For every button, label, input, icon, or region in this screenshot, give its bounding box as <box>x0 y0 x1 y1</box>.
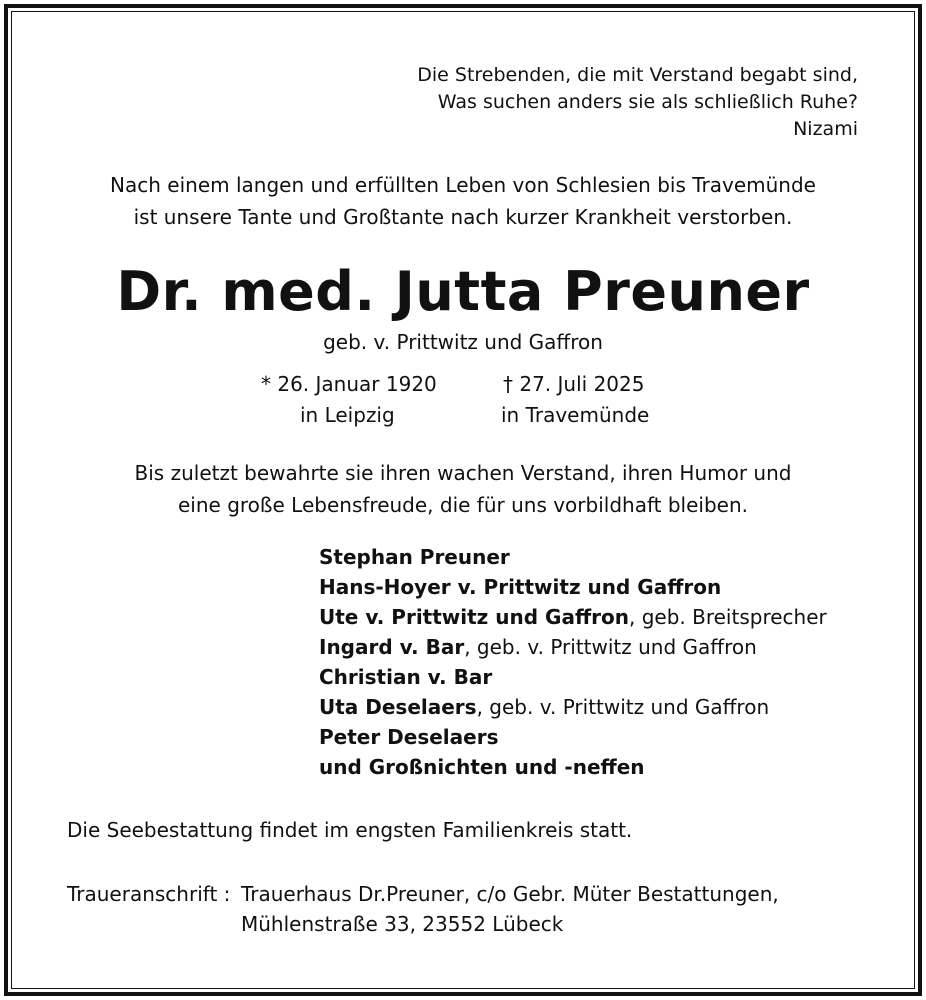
mourner-3 <box>319 602 827 632</box>
funeral-note: Die Seebestattung findet im engsten Familienkreis statt. <box>67 818 633 842</box>
mourner-2 <box>319 572 721 602</box>
mourner-6 <box>319 692 769 722</box>
mourner-name: Uta Deselaers <box>319 695 477 719</box>
mourner-suffix: , geb. v. Prittwitz und Gaffron <box>464 635 757 659</box>
died-place: in Travemünde <box>501 403 650 427</box>
intro-line-1: Nach einem langen und erfüllten Leben von Schlesien bis Travemünde <box>110 173 816 197</box>
address-line-2: Mühlenstraße 33, 23552 Lübeck <box>241 912 564 936</box>
died-date: † 27. Juli 2025 <box>503 372 645 396</box>
deceased-name: Dr. med. Jutta Preuner <box>116 260 810 323</box>
birth-name: geb. v. Prittwitz und Gaffron <box>323 330 603 354</box>
mourner-suffix: , geb. Breitsprecher <box>629 605 827 629</box>
born-place: in Leipzig <box>300 403 395 427</box>
mourner-name: Hans-Hoyer v. Prittwitz und Gaffron <box>319 575 722 599</box>
mourner-1 <box>319 542 510 572</box>
address-line-1: Trauerhaus Dr.Preuner, c/o Gebr. Müter Bestattungen, <box>241 882 779 906</box>
mourner-name: Stephan Preuner <box>319 545 510 569</box>
tribute-line-2: eine große Lebensfreude, die für uns vorbildhaft bleiben. <box>178 493 748 517</box>
quote-line-1: Die Strebenden, die mit Verstand begabt sind, <box>417 64 858 86</box>
mourner-4 <box>319 632 757 662</box>
tribute-line-1: Bis zuletzt bewahrte sie ihren wachen Verstand, ihren Humor und <box>134 461 792 485</box>
mourner-8 <box>319 752 645 782</box>
mourner-name: Christian v. Bar <box>319 665 493 689</box>
born-date: * 26. Januar 1920 <box>261 372 437 396</box>
mourner-7 <box>319 722 499 752</box>
mourner-name: Peter Deselaers <box>319 725 499 749</box>
address-label: Traueranschrift : <box>67 882 231 906</box>
mourner-name: und Großnichten und -neffen <box>319 755 645 779</box>
mourner-5 <box>319 662 492 692</box>
intro-line-2: ist unsere Tante und Großtante nach kurzer Krankheit verstorben. <box>133 205 793 229</box>
quote-line-2: Was suchen anders sie als schließlich Ruhe? <box>437 91 858 113</box>
mourner-name: Ute v. Prittwitz und Gaffron <box>319 605 629 629</box>
mourner-name: Ingard v. Bar <box>319 635 465 659</box>
mourner-suffix: , geb. v. Prittwitz und Gaffron <box>476 695 770 719</box>
quote-author: Nizami <box>793 118 858 140</box>
